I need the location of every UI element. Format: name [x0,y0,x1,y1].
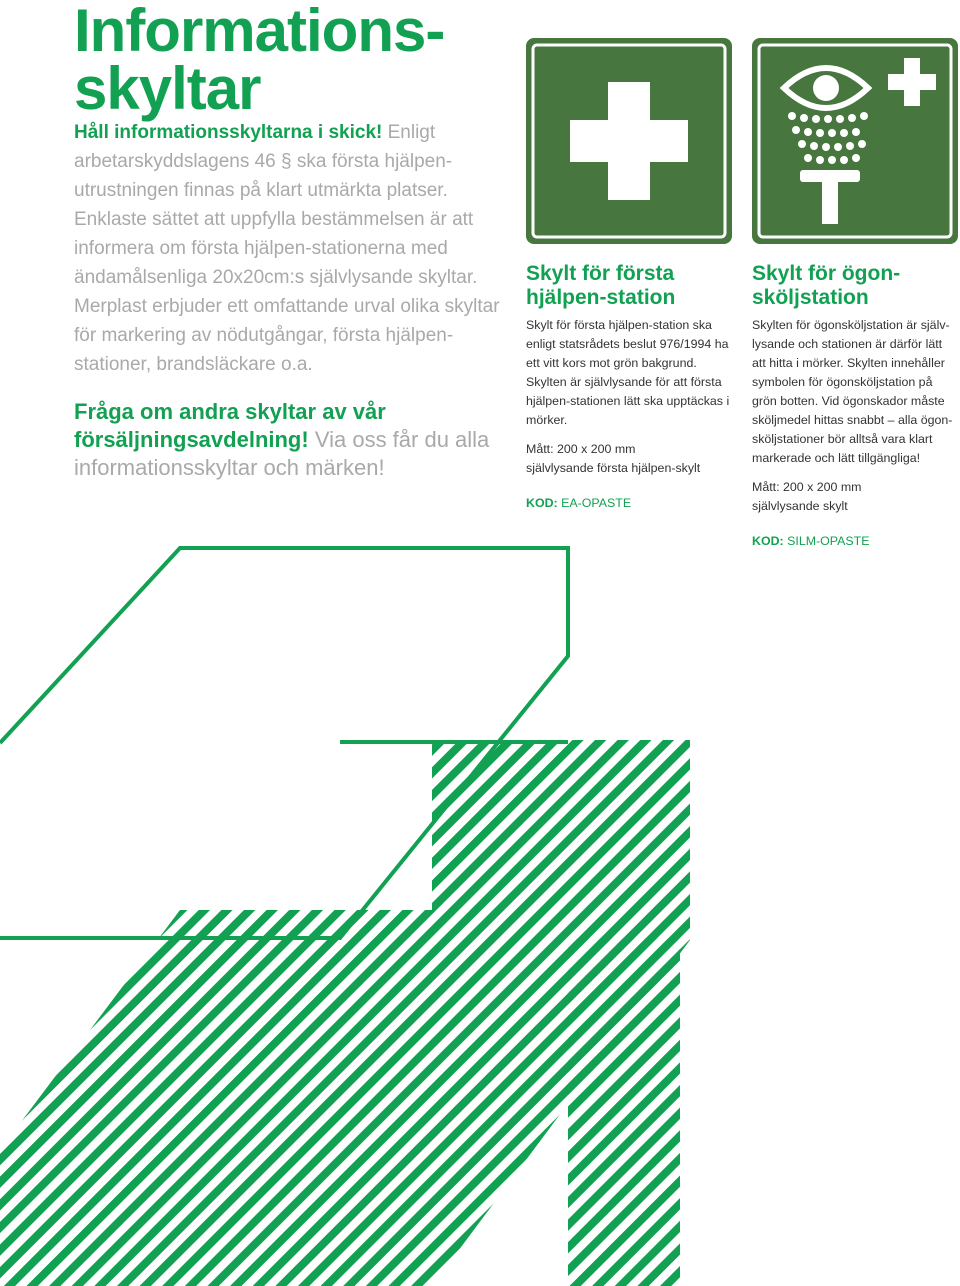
title-line-1: Informations- [74,0,445,64]
product-description: Skylten för ögonsköljstation är själv-lysande och stationen är därför lätt att hitta i mörker. Skylten innehåller symbolen för ögonsköljstation på grön botten. Vid ögonskador måste sköljmedel hittas snabbt – alla ögon-sköljstationer bör alltså vara klart markerade och lätt tillgängliga! [752,318,953,465]
product-code [526,494,731,513]
code-value: SILM-OPASTE [787,534,870,548]
code-value: EA-OPASTE [561,496,632,510]
callout-lead: Fråga om andra skyltar av vår försäljningsavdelning! [74,399,386,452]
page-title [74,0,445,122]
intro-body: Enligt arbetarskyddslagens 46 § ska första hjälpen-utrustningen finnas på klart utmärkta platser. Enklaste sättet att uppfylla bestämmelsen är att informera om första hjälpen-stationerna med ändamålsenliga 20x20cm:s självlysande skyltar. Merplast erbjuder ett omfattande urval olika skyltar för markering av nödutgångar, första hjälpen-stationer, brandsläckare o.a. [74,122,500,375]
intro-lead: Håll informationsskyltarna i skick! [74,122,383,143]
code-label: KOD: [752,534,784,548]
product-type: självlysande första hjälpen-skylt [526,461,701,475]
product-specs [526,440,731,478]
sales-callout [74,398,514,482]
product-first-aid-sign [526,262,731,513]
product-type: självlysande skylt [752,499,848,513]
product-specs [752,478,957,516]
code-label: KOD: [526,496,558,510]
eyewash-sign [752,38,958,244]
first-aid-sign [526,38,732,244]
callout-body: Via oss får du alla informationsskyltar och märken! [74,427,490,480]
intro-paragraph [74,118,514,379]
title-line-2: skyltar [74,55,261,122]
product-heading: Skylt för första hjälpen-station [526,262,676,309]
product-size: Mått: 200 x 200 mm [526,442,636,456]
product-heading: Skylt för ögon-sköljstation [752,262,901,309]
product-eyewash-sign [752,262,957,551]
product-description: Skylt för första hjälpen-station ska enligt statsrådets beslut 976/1994 ha ett vitt kors mot grön bakgrund. Skylten är självlysande för att första hjälpen-stationen lätt ska upptäckas i mörker. [526,318,730,427]
first-aid-cross-icon [526,38,732,244]
product-code [752,532,957,551]
eyewash-station-icon [752,38,958,244]
product-size: Mått: 200 x 200 mm [752,480,862,494]
